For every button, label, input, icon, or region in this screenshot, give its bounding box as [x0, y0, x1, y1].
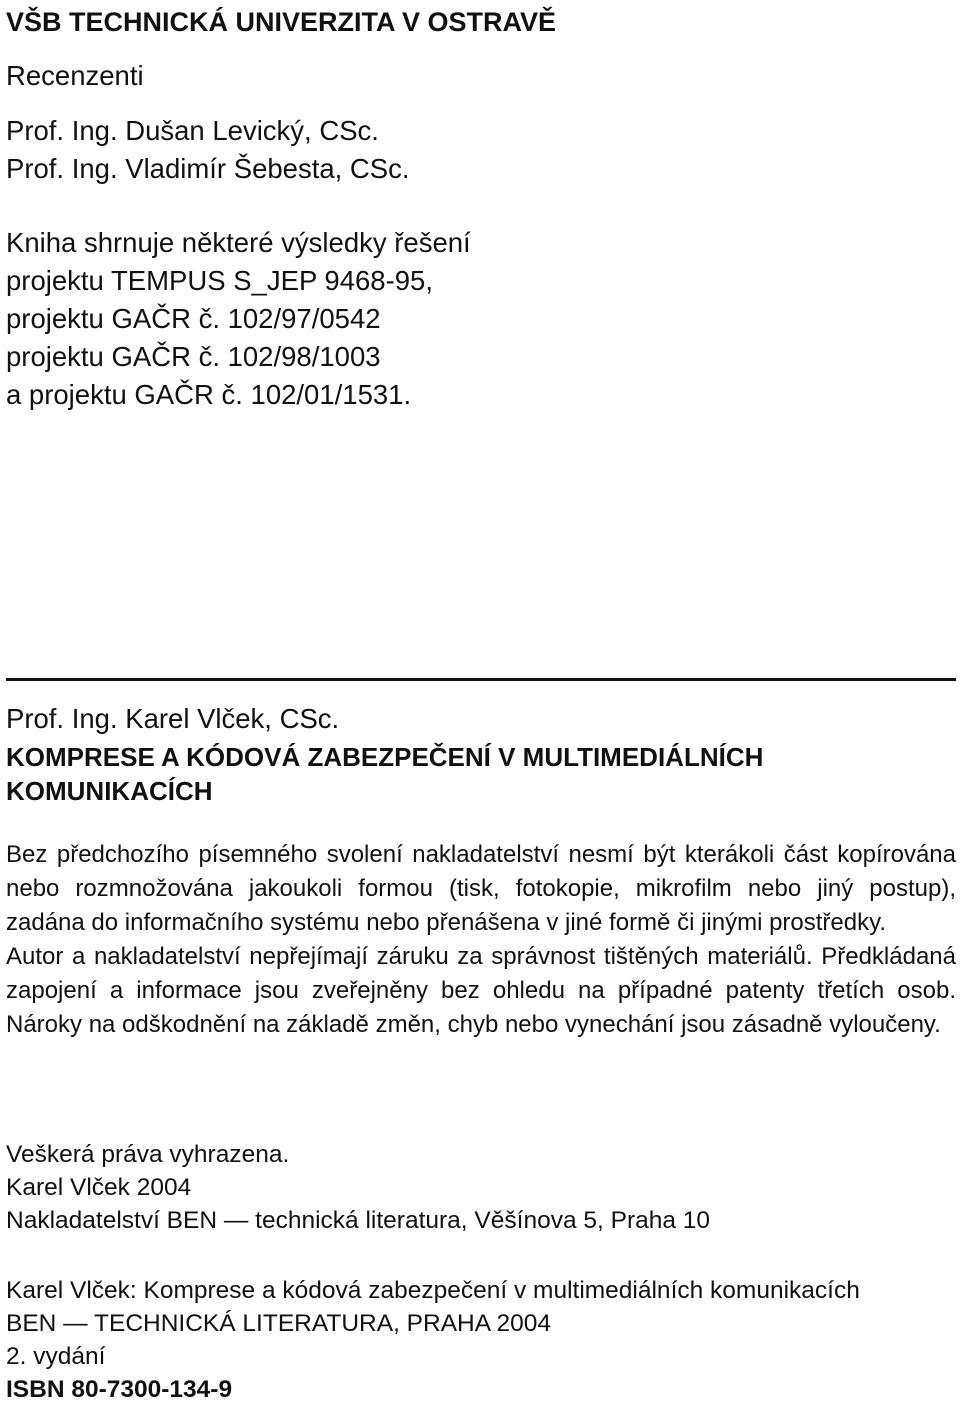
- isbn: ISBN 80-7300-134-9: [6, 1376, 233, 1403]
- grant-line: projektu GAČR č. 102/98/1003: [6, 341, 381, 372]
- rights-line: Karel Vlček 2004: [6, 1174, 192, 1201]
- reviewer-name: Prof. Ing. Vladimír Šebesta, CSc.: [6, 153, 410, 184]
- catalog-edition: 2. vydání: [6, 1343, 106, 1370]
- catalog-block: [6, 1274, 956, 1406]
- author-name: Prof. Ing. Karel Vlček, CSc.: [6, 703, 340, 734]
- publisher-header-block: [6, 2, 956, 42]
- legal-notice: [6, 838, 956, 1042]
- author-block: [6, 700, 956, 738]
- grant-line: a projektu GAČR č. 102/01/1531.: [6, 379, 412, 410]
- book-title-line: KOMPRESE A KÓDOVÁ ZABEZPEČENÍ V MULTIMEDIÁLNÍCH: [6, 742, 764, 772]
- grant-line: projektu GAČR č. 102/97/0542: [6, 303, 381, 334]
- horizontal-divider: [6, 678, 956, 681]
- reviewers-heading-block: [6, 57, 956, 95]
- grant-line: Kniha shrnuje některé výsledky řešení: [6, 227, 471, 258]
- reviewers-heading: Recenzenti: [6, 60, 144, 91]
- book-title: [6, 740, 956, 808]
- rights-line: Veškerá práva vyhrazena.: [6, 1141, 290, 1168]
- legal-paragraph: Bez předchozího písemného svolení nakladatelství nesmí být kterákoli část kopírována nebo rozmnožována jakoukoli formou (tisk, fotokopie, mikrofilm nebo jiný postup), zadána do informačního systému nebo přenášena v jiné formě či jinými prostředky.: [6, 841, 956, 936]
- book-title-line: KOMUNIKACÍCH: [6, 776, 213, 806]
- reviewer-name: Prof. Ing. Dušan Levický, CSc.: [6, 115, 379, 146]
- publisher-header: VŠB TECHNICKÁ UNIVERZITA V OSTRAVĚ: [6, 7, 557, 37]
- catalog-citation: Karel Vlček: Komprese a kódová zabezpečení v multimediálních komunikacích: [6, 1277, 860, 1304]
- grant-note: [6, 224, 956, 414]
- grant-line: projektu TEMPUS S_JEP 9468-95,: [6, 265, 433, 296]
- legal-paragraph: Autor a nakladatelství nepřejímají záruku za správnost tištěných materiálů. Předkládaná zapojení a informace jsou zveřejněny bez ohledu na případné patenty třetích osob. Nároky na odškodnění na základě změn, chyb nebo vynechání jsou zásadně vyloučeny.: [6, 943, 956, 1038]
- catalog-imprint: BEN — TECHNICKÁ LITERATURA, PRAHA 2004: [6, 1310, 552, 1337]
- reviewers-list: [6, 112, 956, 188]
- rights-block: [6, 1138, 956, 1237]
- rights-line: Nakladatelství BEN — technická literatura, Věšínova 5, Praha 10: [6, 1207, 711, 1234]
